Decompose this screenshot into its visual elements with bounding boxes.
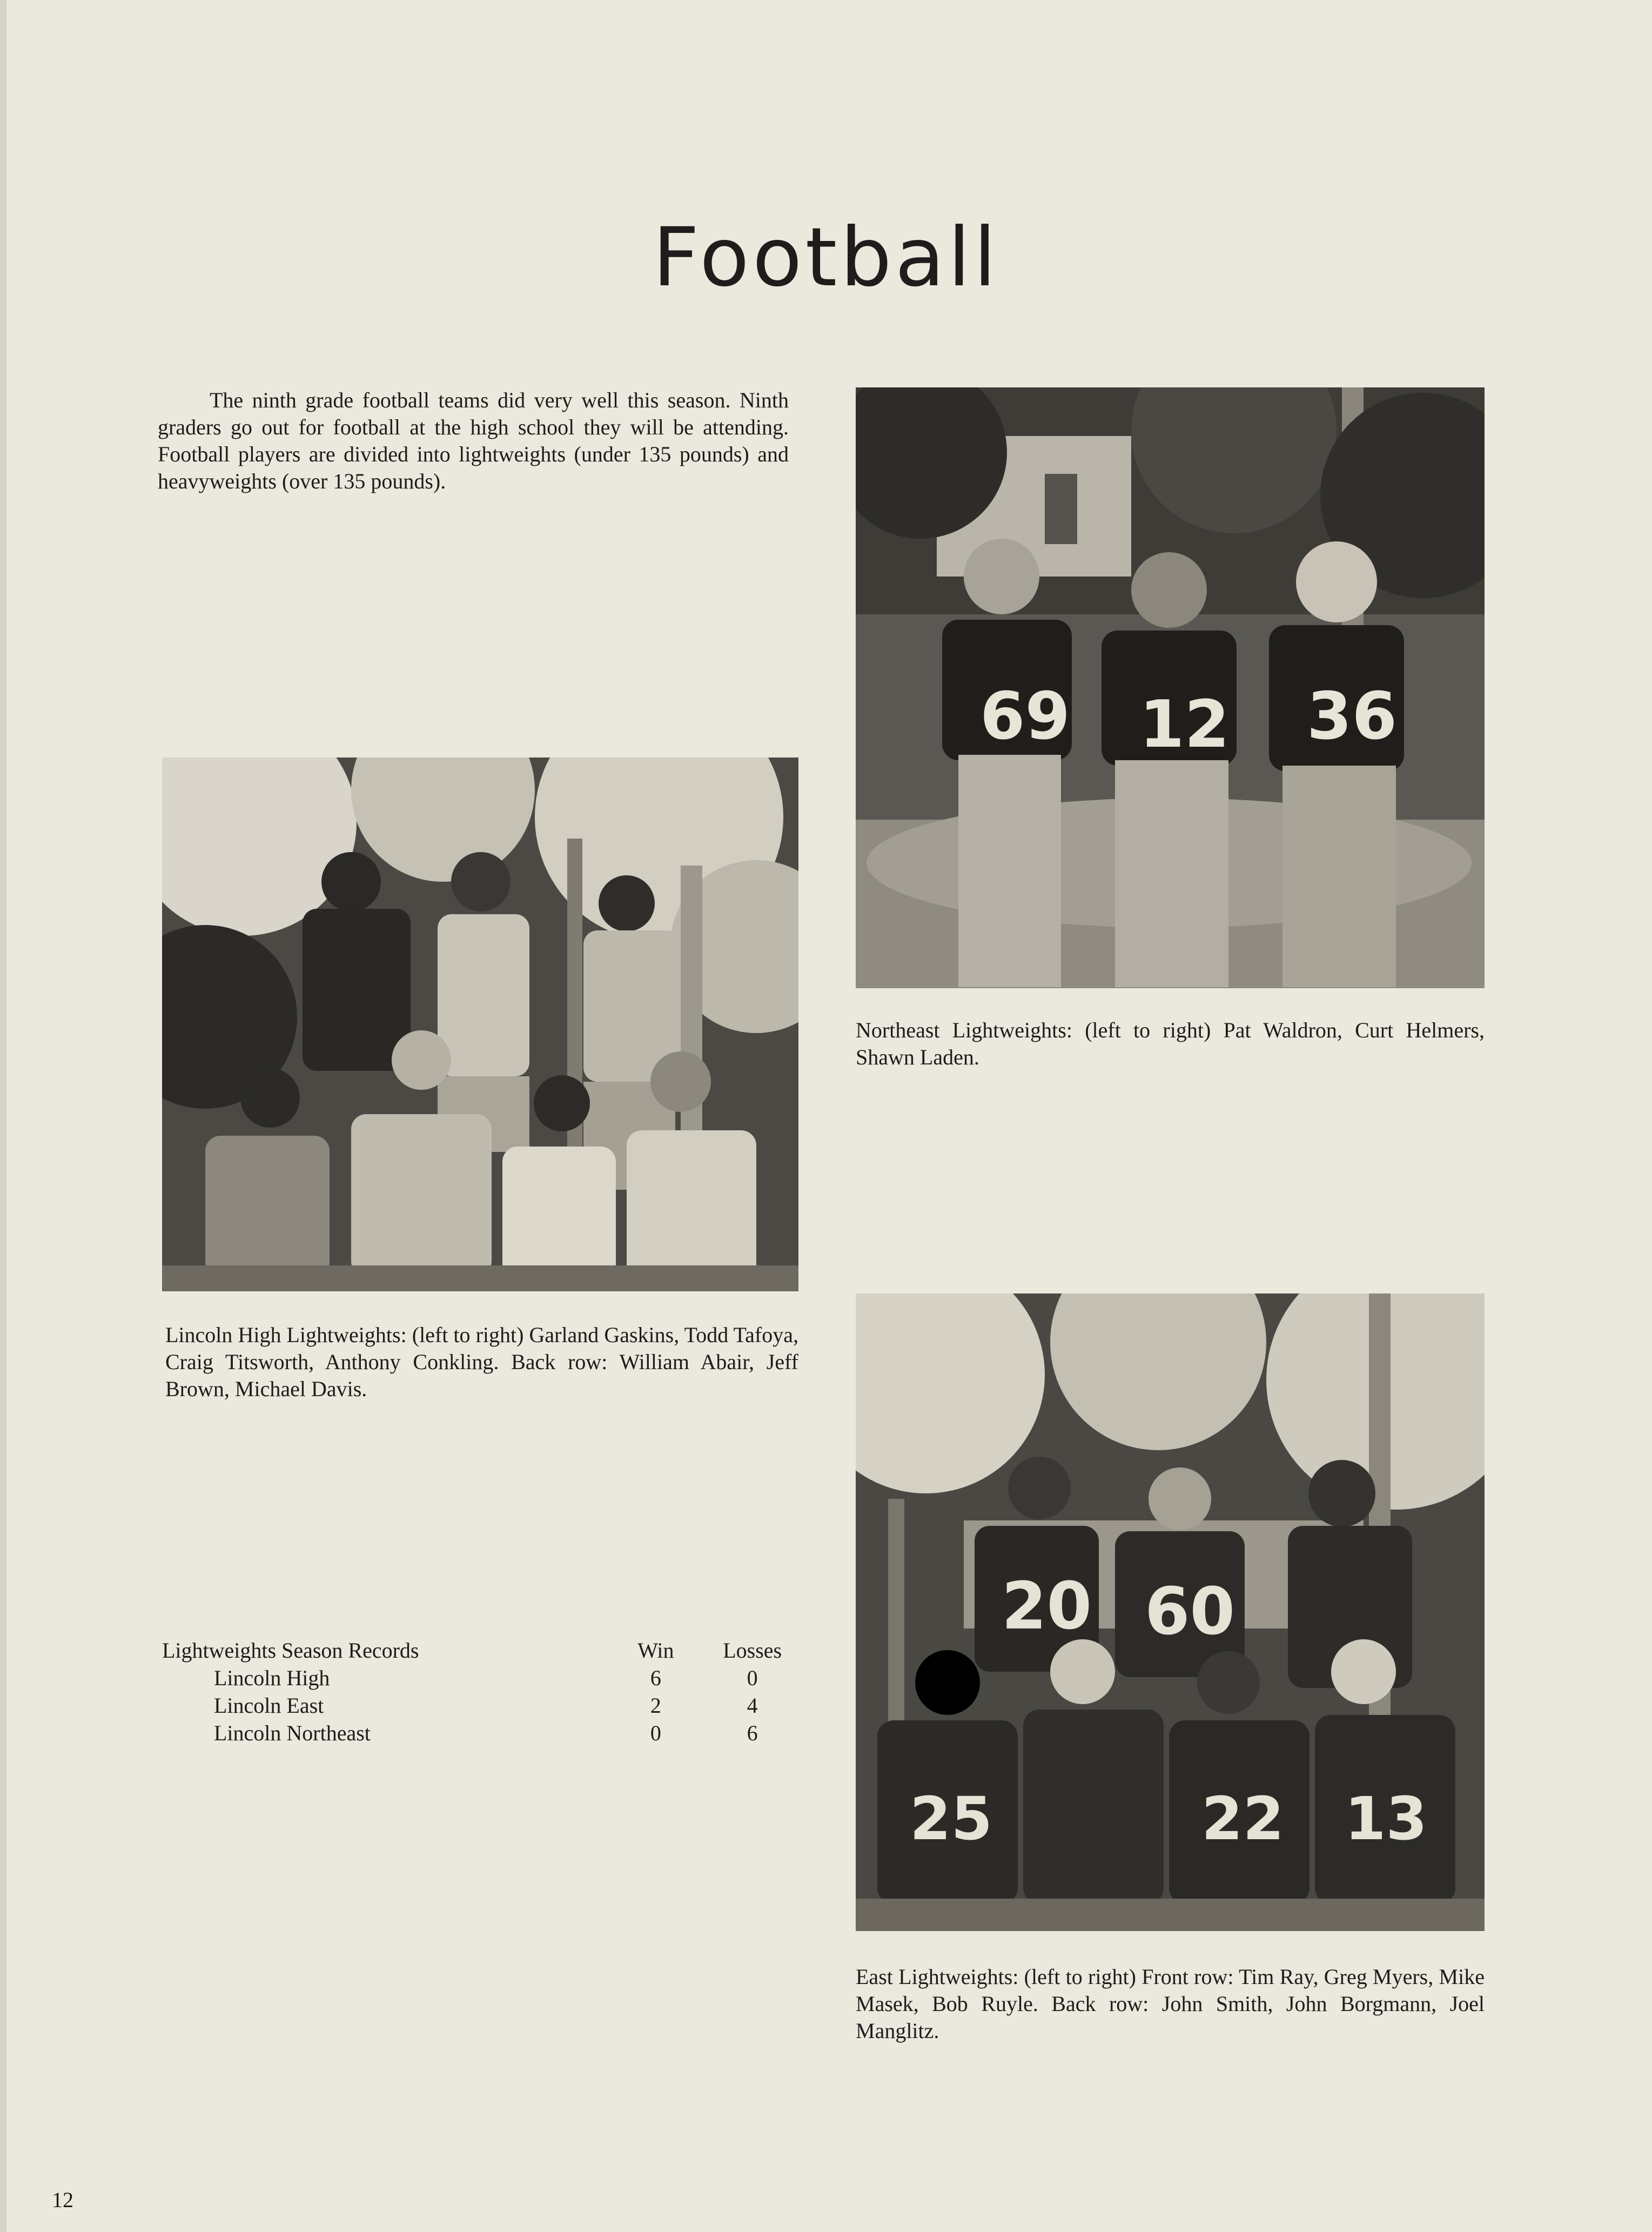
records-heading: Lightweights Season Records xyxy=(162,1638,419,1663)
northeast-photo-caption: Northeast Lightweights: (left to right) Pat Waldron, Curt Helmers, Shawn Laden. xyxy=(856,1018,1485,1069)
season-records-table xyxy=(162,1637,805,1747)
jersey-number-60: 60 xyxy=(1145,1574,1235,1650)
jersey-number-25: 25 xyxy=(910,1784,993,1853)
jersey-number-36: 36 xyxy=(1307,679,1397,754)
intro-paragraph: The ninth grade football teams did very well this season. Ninth graders go out for football at the high school they will be attending. Football players are divided into lightweights (under 135 pounds) and heavyweights (over 135 pounds). xyxy=(158,388,789,493)
records-win: 6 xyxy=(650,1666,661,1690)
records-losses: 6 xyxy=(747,1721,758,1745)
east-photo-caption: East Lightweights: (left to right) Front row: Tim Ray, Greg Myers, Mike Masek, Bob Ruyle. Back row: John Smith, John Borgmann, Joel Manglitz. xyxy=(856,1965,1485,2043)
records-row xyxy=(162,1719,805,1747)
jersey-number-12: 12 xyxy=(1139,687,1230,762)
records-losses: 0 xyxy=(747,1666,758,1690)
jersey-number-69: 69 xyxy=(980,679,1070,754)
records-header-row xyxy=(162,1637,805,1664)
jersey-number-20: 20 xyxy=(1002,1569,1092,1644)
page-binding-edge xyxy=(0,0,6,2232)
east-team-photo xyxy=(856,1293,1485,1931)
jersey-number-13: 13 xyxy=(1345,1784,1428,1853)
records-team: Lincoln Northeast xyxy=(214,1721,371,1745)
page-title: Football xyxy=(653,211,999,305)
records-win-header: Win xyxy=(637,1638,674,1663)
records-row xyxy=(162,1664,805,1692)
records-losses: 4 xyxy=(747,1693,758,1718)
jersey-number-22: 22 xyxy=(1201,1784,1285,1853)
lincoln-high-photo-caption: Lincoln High Lightweights: (left to right) Garland Gaskins, Todd Tafoya, Craig Titsworth, Anthony Conkling. Back row: William Abair, Jeff Brown, Michael Davis. xyxy=(165,1323,798,1401)
records-win: 2 xyxy=(650,1693,661,1718)
records-row xyxy=(162,1692,805,1719)
records-team: Lincoln High xyxy=(214,1666,330,1690)
east-photo-graphic xyxy=(856,1293,1485,1931)
records-win: 0 xyxy=(650,1721,661,1745)
northeast-team-photo xyxy=(856,387,1485,988)
lincoln-high-team-photo xyxy=(162,758,798,1291)
records-losses-header: Losses xyxy=(723,1638,782,1663)
page-number: 12 xyxy=(52,2188,73,2212)
lincoln-photo-graphic xyxy=(162,758,798,1291)
records-team: Lincoln East xyxy=(214,1693,324,1718)
northeast-photo-graphic xyxy=(856,387,1485,988)
